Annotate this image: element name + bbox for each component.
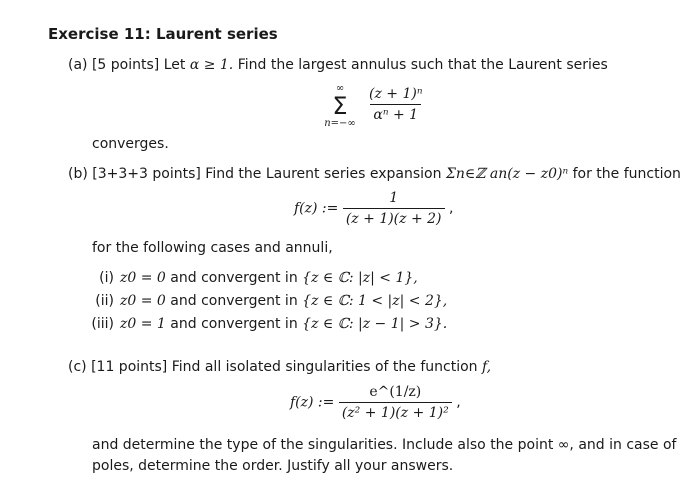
part-b-line <box>68 166 681 182</box>
part-a-denominator: αⁿ + 1 <box>370 104 421 123</box>
part-c-f-punct: , <box>456 394 461 411</box>
part-a-text-pre: Let <box>163 57 186 73</box>
part-a-points: [5 points] <box>91 57 160 73</box>
sum-symbol: Σ <box>332 92 348 120</box>
part-b-series: Σn∈ℤ an(z − z0)ⁿ <box>445 166 569 182</box>
part-b-f-numerator: 1 <box>389 190 399 206</box>
case-z0: z0 = 0 <box>120 270 166 286</box>
part-b-function <box>294 190 453 227</box>
part-b-cases-intro: for the following cases and annuli, <box>92 240 333 256</box>
part-c-line <box>68 359 491 375</box>
part-b-text: Find the Laurent series expansion <box>205 166 442 182</box>
case-z0: z0 = 1 <box>120 316 166 332</box>
case-set: {z ∈ ℂ: 1 < |z| < 2}, <box>302 293 448 309</box>
part-a-numerator: (z + 1)ⁿ <box>369 86 423 102</box>
case-label: (ii) <box>95 293 114 309</box>
part-b-text-end: for the function <box>572 166 681 182</box>
part-c-text: Find all isolated singularities of the function <box>171 359 478 375</box>
part-a-sum <box>318 84 362 130</box>
case-mid: and convergent in <box>170 293 298 309</box>
case-row <box>120 270 418 286</box>
case-row <box>120 293 447 309</box>
case-set: {z ∈ ℂ: |z| < 1}, <box>302 270 418 286</box>
sum-upper-limit: ∞ <box>335 83 345 94</box>
part-b-f-lhs: f(z) := <box>294 200 339 217</box>
case-set: {z ∈ ℂ: |z − 1| > 3}. <box>302 316 448 332</box>
part-c-f-numerator: e^(1/z) <box>369 384 422 400</box>
part-a-text-post: Find the largest annulus such that the Laurent series <box>237 57 608 73</box>
part-b-points: [3+3+3 points] <box>92 166 201 182</box>
part-b-label: (b) <box>68 166 88 182</box>
case-mid: and convergent in <box>170 316 298 332</box>
case-label: (iii) <box>91 316 114 332</box>
part-a-label: (a) <box>68 57 88 73</box>
part-a-converges: converges. <box>92 136 169 152</box>
part-a-fraction <box>366 86 426 123</box>
part-b-f-punct: , <box>448 200 454 217</box>
sum-lower-limit: n=−∞ <box>324 118 356 129</box>
part-c-function <box>290 384 461 421</box>
case-row <box>120 316 447 332</box>
part-c-f-denominator: (z² + 1)(z + 1)² <box>339 402 452 421</box>
part-c-label: (c) <box>68 359 87 375</box>
part-c-closing-2: poles, determine the order. Justify all your answers. <box>92 458 454 474</box>
part-c-closing-1: and determine the type of the singularities. Include also the point ∞, and in case of <box>92 437 677 453</box>
page-title: Exercise 11: Laurent series <box>48 25 278 43</box>
case-mid: and convergent in <box>170 270 298 286</box>
part-a-line <box>68 57 608 73</box>
part-c-points: [11 points] <box>91 359 168 375</box>
part-c-f-symbol: f, <box>482 359 492 375</box>
case-label: (i) <box>99 270 114 286</box>
part-b-f-denominator: (z + 1)(z + 2) <box>343 208 445 227</box>
case-z0: z0 = 0 <box>120 293 166 309</box>
part-c-f-lhs: f(z) := <box>290 394 335 411</box>
part-a-alpha-condition: α ≥ 1. <box>189 57 234 73</box>
